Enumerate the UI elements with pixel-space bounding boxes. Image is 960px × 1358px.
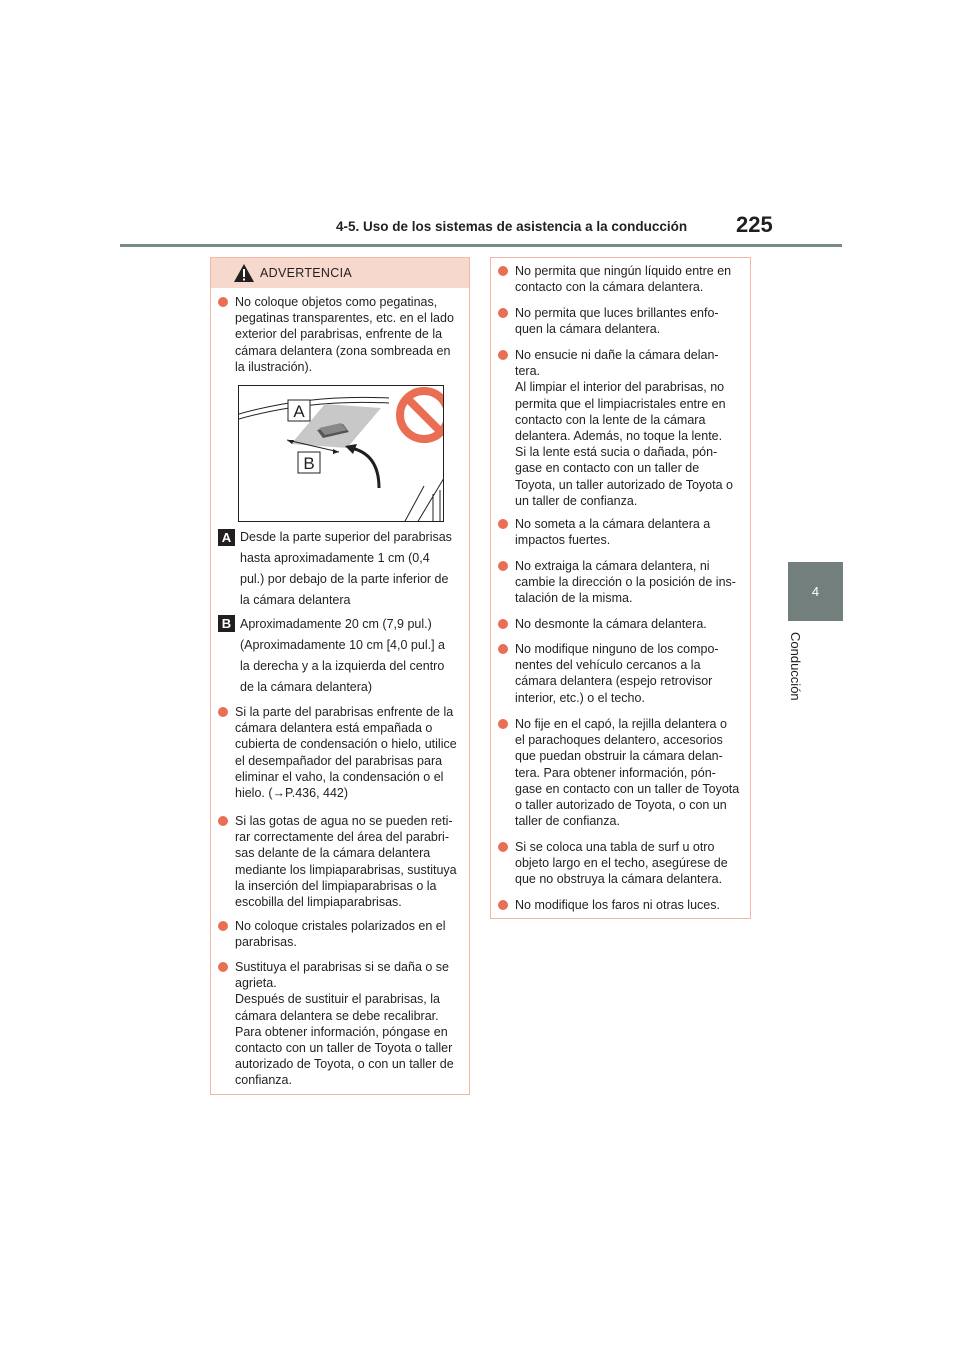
- bullet-icon: [498, 350, 508, 360]
- list-item: No extraiga la cámara delantera, ni cambie la dirección o la posición de ins- talación de la misma.: [498, 558, 753, 607]
- list-item: No coloque objetos como pegatinas, pegatinas transparentes, etc. en el lado exterior del parabrisas, enfrente de la cámara delantera (zona sombreada en la ilustración).: [218, 294, 471, 375]
- chapter-label: Conducción: [788, 632, 803, 701]
- section-title: 4-5. Uso de los sistemas de asistencia a la conducción: [336, 219, 688, 234]
- bullet-icon: [498, 842, 508, 852]
- bullet-icon: [498, 561, 508, 571]
- label-a-icon: A: [218, 529, 235, 546]
- bullet-icon: [498, 266, 508, 276]
- list-item: Si se coloca una tabla de surf u otro objeto largo en el techo, asegúrese de que no obstruya la cámara delantera.: [498, 839, 753, 888]
- list-item: No ensucie ni dañe la cámara delan- tera. Al limpiar el interior del parabrisas, no permita que el limpiacristales entre en contacto con la lente de la cámara delantera. Además, no toque la lente. Si la lente está sucia o dañada, pón- gase en contacto con un taller de Toyota, un taller autorizado de Toyota o un taller de confianza.: [498, 347, 753, 509]
- list-item: No permita que luces brillantes enfo- quen la cámara delantera.: [498, 305, 753, 337]
- label-b-icon: B: [218, 615, 235, 632]
- bullet-icon: [498, 308, 508, 318]
- warning-header: [211, 258, 469, 288]
- list-item: No modifique los faros ni otras luces.: [498, 897, 753, 913]
- bullet-icon: [498, 519, 508, 529]
- svg-text:B: B: [303, 454, 315, 473]
- list-item: No someta a la cámara delantera a impactos fuertes.: [498, 516, 753, 548]
- bullet-icon: [218, 962, 228, 972]
- list-item: No fije en el capó, la rejilla delantera o el parachoques delantero, accesorios que puedan obstruir la cámara delan- tera. Para obtener información, pón- gase en contacto con un taller de Toyota o taller autorizado de Toyota, o con un taller de confianza.: [498, 716, 753, 829]
- label-a-description: Desde la parte superior del parabrisas hasta aproximadamente 1 cm (0,4 pul.) por debajo de la parte inferior de la cámara delantera: [240, 530, 452, 607]
- bullet-icon: [498, 900, 508, 910]
- list-item: Sustituya el parabrisas si se daña o se agrieta. Después de sustituir el parabrisas, la cámara delantera se debe recalibrar. Para obtener información, póngase en contacto con un taller de Toyota o taller autorizado de Toyota, o con un taller de confianza.: [218, 959, 471, 1089]
- header-divider: [120, 244, 842, 247]
- warning-box-right: [490, 257, 751, 919]
- warning-icon: [233, 263, 255, 283]
- label-b-description: Aproximadamente 20 cm (7,9 pul.) (Aproximadamente 10 cm [4,0 pul.] a la derecha y a la izquierda del centro de la cámara delantera): [240, 617, 445, 694]
- bullet-icon: [498, 619, 508, 629]
- windshield-camera-illustration: [238, 385, 444, 522]
- bullet-icon: [218, 816, 228, 826]
- list-item: No permita que ningún líquido entre en contacto con la cámara delantera.: [498, 263, 753, 295]
- svg-text:A: A: [293, 402, 305, 421]
- list-item: Si las gotas de agua no se pueden reti- rar correctamente del área del parabri- sas delante de la cámara delantera mediante los limpiaparabrisas, sustituya la inserción del limpiaparabrisas o la escobilla del limpiaparabrisas.: [218, 813, 471, 910]
- chapter-tab[interactable]: 4: [788, 562, 843, 621]
- list-item: No coloque cristales polarizados en el parabrisas.: [218, 918, 471, 950]
- bullet-icon: [218, 921, 228, 931]
- bullet-icon: [498, 644, 508, 654]
- bullet-icon: [218, 297, 228, 307]
- list-item: No modifique ninguno de los compo- nentes del vehículo cercanos a la cámara delantera (espejo retrovisor interior, etc.) o el techo.: [498, 641, 753, 706]
- warning-box-left: [210, 257, 470, 1095]
- page-number: 225: [736, 212, 773, 237]
- list-item: No desmonte la cámara delantera.: [498, 616, 753, 632]
- bullet-icon: [218, 707, 228, 717]
- warning-title: ADVERTENCIA: [260, 266, 352, 280]
- windshield-camera-icon: [239, 386, 444, 522]
- list-item: Si la parte del parabrisas enfrente de la cámara delantera está empañada o cubierta de condensación o hielo, utilice el desempañador del parabrisas para eliminar el vaho, la condensación o el hielo. (→P.436, 442): [218, 704, 471, 801]
- bullet-icon: [498, 719, 508, 729]
